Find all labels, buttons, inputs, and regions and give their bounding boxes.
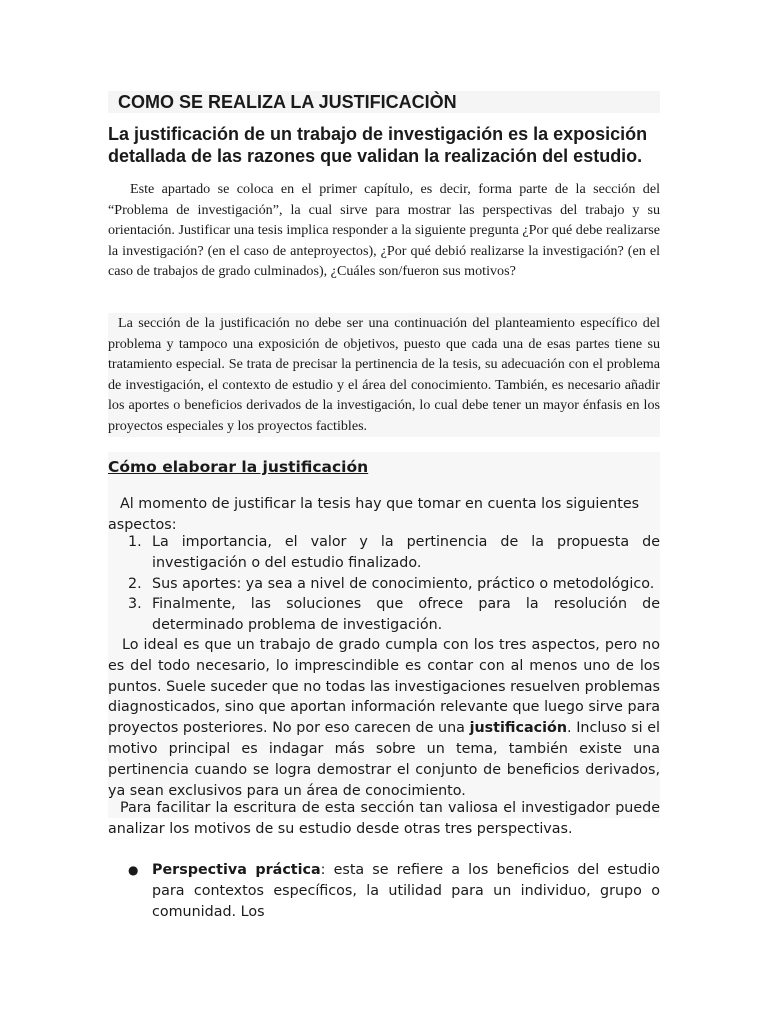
- perspectives-list: [108, 860, 660, 922]
- page-title: COMO SE REALIZA LA JUSTIFICACIÒN: [108, 91, 660, 113]
- facilitate-paragraph: Para facilitar la escritura de esta sección tan valiosa el investigador puede analizar los motivos de su estudio desde otras tres perspectivas.: [108, 800, 660, 837]
- section-lead: Al momento de justificar la tesis hay que tomar en cuenta los siguientes aspectos:: [108, 496, 640, 533]
- list-number: 1.: [128, 534, 142, 550]
- list-number: 2.: [128, 575, 142, 592]
- section-heading: Cómo elaborar la justificación: [108, 458, 369, 476]
- section-body: [108, 635, 660, 801]
- list-number: 3.: [128, 596, 142, 613]
- aspects-list: [108, 532, 660, 636]
- paragraph-1: Este apartado se coloca en el primer capítulo, es decir, forma parte de la sección del “Problema de investigación”, la cual sirve para mostrar las perspectivas del trabajo y su orientación. Justificar una tesis implica responder a la siguiente pregunta ¿Por qué debe realizarse la investigación? (en el caso de anteproyectos), ¿Por qué debió realizarse la investigación? (en el caso de trabajos de grado culminados), ¿Cuáles son/fueron sus motivos?: [108, 181, 660, 280]
- list-item: [108, 532, 660, 574]
- bullet-icon: ●: [128, 863, 139, 877]
- body-bold-term: justificación: [469, 720, 568, 737]
- list-item: [108, 594, 660, 636]
- bullet-text: : esta se refiere a los beneficios del estudio para contextos específicos, la utilidad para un individuo, grupo o comunidad. Los: [152, 862, 660, 920]
- intro-statement: La justificación de un trabajo de investigación es la exposición detallada de las razones que validan la realización del estudio.: [108, 124, 648, 166]
- list-item-text: Sus aportes: ya sea a nivel de conocimiento, práctico o metodológico.: [152, 575, 655, 592]
- paragraph-2: La sección de la justificación no debe ser una continuación del planteamiento específico del problema y tampoco una exposición de objetivos, puesto que cada una de esas partes tiene su tratamiento especial. Se trata de precisar la pertinencia de la tesis, su adecuación con el problema de investigación, el contexto de estudio y el área del conocimiento. También, es necesario añadir los aportes o beneficios derivados de la investigación, lo cual debe tener un mayor énfasis en los proyectos especiales y los proyectos factibles.: [108, 313, 660, 437]
- bullet-bold-term: Perspectiva práctica: [152, 862, 321, 878]
- list-item: [108, 574, 660, 595]
- list-item-text: La importancia, el valor y la pertinencia de la propuesta de investigación o del estudio finalizado.: [152, 534, 660, 571]
- list-item: [108, 860, 660, 922]
- body-text-after: . Incluso si el motivo principal es indagar más sobre un tema, también existe una pertinencia cuando se logra demostrar el conjunto de beneficios derivados, ya sean exclusivos para un área de conocimiento.: [108, 720, 661, 799]
- list-item-text: Finalmente, las soluciones que ofrece para la resolución de determinado problema de investigación.: [152, 596, 660, 634]
- body-text-before: Lo ideal es que un trabajo de grado cumpla con los tres aspectos, pero no es del todo necesario, lo imprescindible es contar con al menos uno de los puntos. Suele suceder que no todas las investigaciones resuelven problemas diagnosticados, sino que aportan información relevante que luego sirve para proyectos posteriores. No por eso carecen de una: [108, 637, 660, 737]
- how-to-section: [108, 452, 660, 818]
